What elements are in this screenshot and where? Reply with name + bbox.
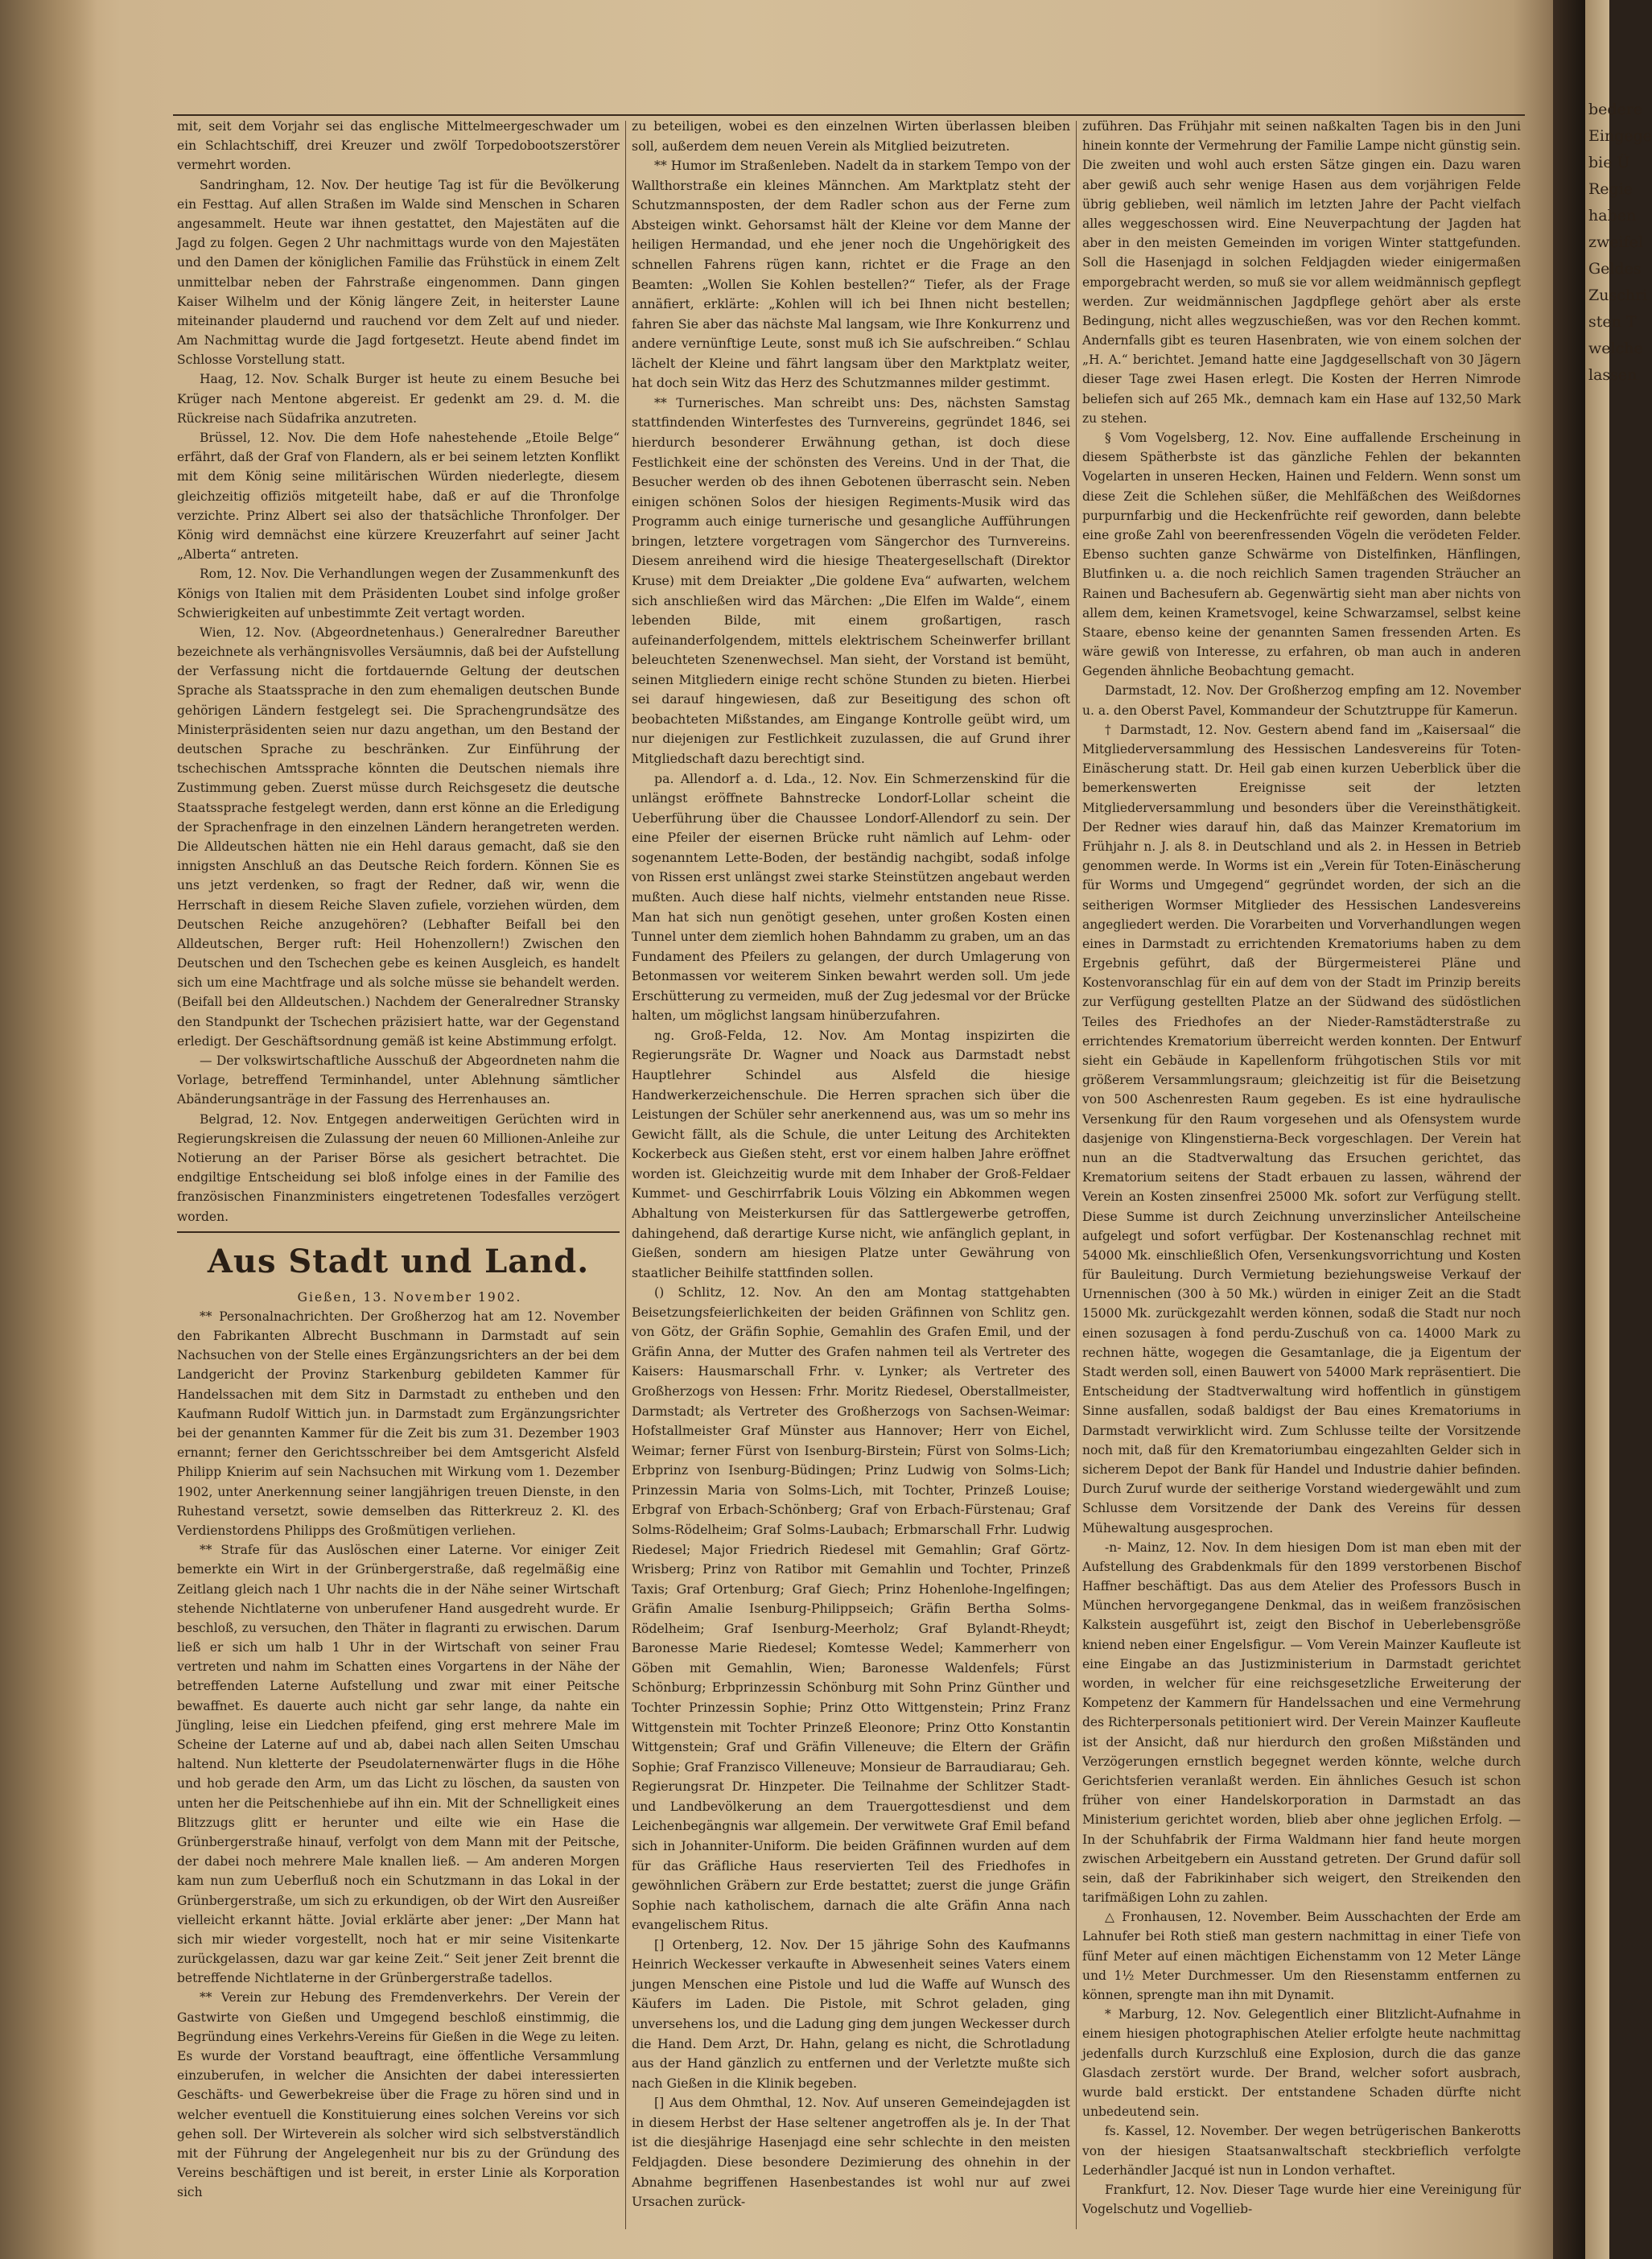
article-text: Frankfurt, 12. Nov. Dieser Tage wurde hier eine Vereinigung für Vogelschutz und Vogellieb- xyxy=(1082,2182,1521,2217)
article-text: [] Ortenberg, 12. Nov. Der 15 jährige Sohn des Kaufmanns Heinrich Weckesser verkaufte in Abwesenheit seines Vaters einem jungen Menschen eine Pistole und lud die Waffe auf Wunsch des Käufers im Laden. Die Pistole, mit Schrot geladen, ging unversehens los, und die Ladung ging dem jungen Weckesser durch die Hand. Dem Arzt, Dr. Hahn, gelang es nicht, die Schrotladung aus der Hand gänzlich zu entfernen und der Verletzte mußte sich nach Gießen in die Klinik begeben. xyxy=(632,1936,1070,2091)
section-title: Aus Stadt und Land. xyxy=(207,1242,590,1280)
article-text: zu beteiligen, wobei es den einzelnen Wirten überlassen bleiben soll, außerdem dem neuen Verein als Mitglied beizutreten. xyxy=(632,118,1070,154)
article-text: ** Humor im Straßenleben. Nadelt da in starkem Tempo von der Wallthorstraße ein kleines Männchen. Am Marktplatz steht der Schutzmannsposten, der dem Radler schon aus der Ferne zum Absteigen winkt. Gehorsamst hält der Kleine vor dem Manne der heiligen Hermandad, und ehe jener noch die Ungehörigkeit des schnellen Fahrens rügen kann, richtet er die Frage an den Beamten: „Wollen Sie Kohlen bestellen?“ Tiefer, als der Frage annäfiert, erklärte: „Kohlen will ich bei Ihnen nicht bestellen; fahren Sie aber das nächste Mal langsam, wie Ihre Konkurrenz und andere vernünftige Leute, sonst muß ich Sie aufschreiben.“ Schlau lächelt der Kleine und fährt langsam über den Marktplatz weiter, hat doch sein Witz das Herz des Schutzmannes milder gestimmt. xyxy=(632,158,1070,391)
article-text: () Schlitz, 12. Nov. An den am Montag stattgehabten Beisetzungsfeierlichkeiten der beiden Gräfinnen von Schlitz gen. von Götz, der Gräfin Sophie, Gemahlin des Grafen Emil, und der Gräfin Anna, der Mutter des Grafen nahmen teil als Vertreter des Kaisers: Hausmarschall Frhr. v. Lynker; als Vertreter des Großherzogs von Hessen: Frhr. Moritz Riedesel, Oberstallmeister, Darmstadt; als Vertreter des Großherzogs von Sachsen-Weimar: Hofstallmeister Graf Münster aus Hannover; Herr von Eichel, Weimar; ferner Fürst von Isenburg-Birstein; Fürst von Solms-Lich; Erbprinz von Isenburg-Büdingen; Prinz Ludwig von Solms-Lich; Prinzessin Maria von Solms-Lich, mit Tochter, Prinzeß Louise; Erbgraf von Erbach-Schönberg; Graf von Erbach-Fürstenau; Graf Solms-Rödelheim; Graf Solms-Laubach; Erbmarschall Frhr. Ludwig Riedesel; Major Friedrich Riedesel mit Gemahlin; Graf Görtz-Wrisberg; Prinz von Ratibor mit Gemahlin und Tochter, Prinzeß Taxis; Graf Ortenburg; Graf Giech; Prinz Hohenlohe-Ingelfingen; Gräfin Amalie Isenburg-Philippseich; Gräfin Bertha Solms-Rödelheim; Graf Isenburg-Meerholz; Graf Bylandt-Rheydt; Baronesse Marie Riedesel; Komtesse Wedel; Kammerherr von Göben mit Gemahlin, Wien; Baronesse Waldenfels; Fürst Schönburg; Erbprinzessin Schönburg mit Sohn Prinz Günther und Tochter Prinzessin Sophie; Prinz Otto Wittgenstein; Prinz Franz Wittgenstein mit Tochter Prinzeß Eleonore; Prinz Otto Konstantin Wittgenstein; Graf und Gräfin Villeneuve; die Eltern der Gräfin Sophie; Graf Franzisco Villeneuve; Monsieur de Barraudiarau; Geh. Regierungsrat Dr. Hinzpeter. Die Teilnahme der Schlitzer Stadt- und Landbevölkerung an dem Trauergottesdienst und dem Leichenbegängnis war allgemein. Der verwitwete Graf Emil befand sich in Johanniter-Uniform. Die beiden Gräfinnen wurden auf dem für das Gräfliche Haus reservierten Teil des Friedhofes in gewöhnlichen Gräbern zur Erde bestattet; zuerst die junge Gräfin Sophie nach katholischem, darnach die alte Gräfin Anna nach evangelischem Ritus. xyxy=(632,1284,1070,1933)
article-text: § Vom Vogelsberg, 12. Nov. Eine auffallende Erscheinung in diesem Spätherbste ist das gänzliche Fehlen der bekannten Vogelarten in unseren Hecken, Hainen und Feldern. Wenn sonst um diese Zeit die Schlehen süßer, die Mehlfäßchen des Weißdornes purpurnfarbig und die Heckenfrüchte reif geworden, dann belebte eine große Zahl von beerenfressenden Vögeln die verödeten Felder. Ebenso suchten ganze Schwärme von Distelfinken, Hänflingen, Blutfinken u. a. die noch reichlich Samen tragenden Sträucher an Rainen und Bachesufern ab. Gegenwärtig sieht man aber nichts von allem dem, keinen Krametsvogel, keine Schwarzamsel, selbst keine Staare, ebenso keine der genannten Samen fressenden Arten. Es wäre gewiß von Interesse, zu erfahren, ob man auch in anderen Gegenden ähnliche Beobachtung gemacht. xyxy=(1082,431,1521,679)
section-rule xyxy=(177,1231,620,1233)
article-text: [] Aus dem Ohmthal, 12. Nov. Auf unseren Gemeindejagden ist in diesem Herbst der Hase seltener angetroffen als je. In der That ist die diesjährige Hasenjagd eine sehr schlechte in den meisten Feldjagden. Diese besondere Dezimierung des ohnehin in der Abnahme begriffenen Hasenbestandes ist wohl nur auf zwei Ursachen zurück- xyxy=(632,2095,1070,2210)
article-text: Rom, 12. Nov. Die Verhandlungen wegen der Zusammenkunft des Königs von Italien mit dem Präsidenten Loubet sind infolge großer Schwierigkeiten auf unbestimmte Zeit vertagt worden. xyxy=(177,567,620,620)
article-text: Brüssel, 12. Nov. Die dem Hofe nahestehende „Etoile Belge“ erfährt, daß der Graf von Flandern, als er bei seinem letzten Konflikt mit dem König seine militärischen Würden niederlegte, diesem gleichzeitig offiziös mitgeteilt habe, daß er auf die Thronfolge verzichte. Prinz Albert sei also der thatsächliche Thronfolger. Der König wird demnächst eine kürzere Kreuzerfahrt auf seiner Jacht „Alberta“ antreten. xyxy=(177,431,620,563)
next-page-edge xyxy=(1585,0,1652,2259)
dateline: Gießen, 13. November 1902. xyxy=(297,1289,522,1305)
article-text: ** Personalnachrichten. Der Großherzog hat am 12. November den Fabrikanten Albrecht Buschmann in Darmstadt auf sein Nachsuchen von der Stelle eines Ergänzungsrichters an der bei dem Landgericht der Provinz Starkenburg gebildeten Kammer für Handelssachen mit dem Sitz in Darmstadt zu entheben und den Kaufmann Rudolf Wittich jun. in Darmstadt zum Ergänzungsrichter bei der genannten Kammer für die Zeit bis zum 31. Dezember 1903 ernannt; ferner den Gerichtsschreiber bei dem Amtsgericht Alsfeld Philipp Knierim auf sein Nachsuchen mit Wirkung vom 1. Dezember 1902, unter Anerkennung seiner langjährigen treuen Dienste, in den Ruhestand versetzt, sowie demselben das Ritterkreuz 2. Kl. des Verdienstordens Philipps des Großmütigen verliehen. xyxy=(177,1309,620,1538)
article-text: -n- Mainz, 12. Nov. In dem hiesigen Dom ist man eben mit der Aufstellung des Grabdenkmals für den 1899 verstorbenen Bischof Haffner beschäftigt. Das aus dem Atelier des Professors Busch in München hervorgegangene Denkmal, das in weißem französischen Kalkstein ausgeführt ist, zeigt den Bischof in Ueberlebensgröße kniend neben einer Engelsfigur. — Vom Verein Mainzer Kaufleute ist eine Eingabe an das Justizministerium in Darmstadt gerichtet worden, in welcher für eine reichsgesetzliche Erweiterung der Kompetenz der Kammern für Handelssachen und eine Vermehrung des Richterpersonals petitioniert wird. Der Verein Mainzer Kaufleute ist der Ansicht, daß nur hierdurch den großen Mißständen und Verzögerungen ernstlich begegnet werden könnte, welche durch Gerichtsferien veranlaßt werden. Ein ähnliches Gesuch ist schon früher von einer Handelskorporation in Darmstadt an das Ministerium gerichtet worden, blieb aber ohne jeglichen Erfolg. — In der Schuhfabrik der Firma Waldmann hier fand heute morgen zwischen Arbeitgebern ein Ausstand getreten. Der Grund dafür soll sein, daß der Fabrikinhaber sich weigert, den Streikenden den tarifmäßigen Lohn zu zahlen. xyxy=(1082,1540,1521,1906)
column-3 xyxy=(1082,117,1521,2219)
article-text: Belgrad, 12. Nov. Entgegen anderweitigen Gerüchten wird in Regierungskreisen die Zulassung der neuen 60 Millionen-Anleihe zur Notierung an der Pariser Börse als gesichert betrachtet. Die endgiltige Entscheidung sei bloß infolge eines in der Familie des französischen Finanzministers eingetretenen Todesfalles verzögert worden. xyxy=(177,1111,620,1224)
article-text: — Der volkswirtschaftliche Ausschuß der Abgeordneten nahm die Vorlage, betreffend Terminhandel, unter Ablehnung sämtlicher Abänderungsanträge in der Fassung des Herrenhauses an. xyxy=(177,1053,620,1107)
article-text: * Marburg, 12. Nov. Gelegentlich einer Blitzlicht-Aufnahme in einem hiesigen photographischen Atelier erfolgte heute nachmittag jedenfalls durch Kurzschluß eine Explosion, durch die das ganze Glasdach zerstört wurde. Der Brand, welcher sofort ausbrach, wurde bald erstickt. Der entstandene Schaden dürfte nicht unbedeutend sein. xyxy=(1082,2007,1521,2120)
column-2 xyxy=(632,117,1070,2212)
article-text: pa. Allendorf a. d. Lda., 12. Nov. Ein Schmerzenskind für die unlängst eröffnete Bahnstrecke Londorf-Lollar scheint die Ueberführung über die Chaussee Londorf-Allendorf zu sein. Der eine Pfeiler der eisernen Brücke ruht nämlich auf Lehm- oder sogenanntem Lette-Boden, der beständig nachgibt, sodaß infolge von Rissen erst unlängst zwei starke Steinstützen angebaut werden mußten. Auch diese half nichts, vielmehr entstanden neue Risse. Man hat sich nun genötigt gesehen, unter großen Kosten einen Tunnel unter dem ziemlich hohen Bahndamm zu graben, um an das Fundament des Pfeilers zu gelangen, der durch Umlagerung von Betonmassen vor weiterem Sinken bewahrt werden soll. Um jede Erschütterung zu vermeiden, muß der Zug jedesmal vor der Brücke halten, um möglichst langsam hinüberzufahren. xyxy=(632,770,1070,1024)
article-text: mit, seit dem Vorjahr sei das englische Mittelmeergeschwader um ein Schlachtschiff, drei Kreuzer und zwölf Torpedobootszerstörer vermehrt worden. xyxy=(177,119,620,173)
next-page-fragment: bedere Eingege bie Ü Regie haben zweifel Geldes Zuschri sten T welche lassen xyxy=(1588,101,1652,384)
article-text: Wien, 12. Nov. (Abgeordnetenhaus.) Generalredner Bareuther bezeichnete als verhängnisvolles Versäumnis, daß bei der Aufstellung der Verfassung nicht die fortdauernde Geltung der deutschen Sprache als Staatssprache in den zum ehemaligen deutschen Bunde gehörigen Ländern festgelegt sei. Die Sprachengrundsätze des Ministerpräsidenten seien nur dazu angethan, um den Bestand der deutschen Sprache zu beschränken. Zur Einführung der tschechischen Amtssprache könnten die Deutschen niemals ihre Zustimmung geben. Zuerst müsse durch Reichsgesetz die deutsche Staatssprache festgelegt werden, dann erst könne an die Erledigung der Sprachenfrage in den einzelnen Ländern herangetreten werden. Die Alldeutschen hätten nie ein Hehl daraus gemacht, daß sie den innigsten Anschluß an das Deutsche Reich fordern. Können Sie es uns jetzt verdenken, so fragt der Redner, daß wir, wenn die Herrschaft in diesem Reiche Slaven zufiele, vorziehen würden, dem Deutschen Reiche anzugehören? (Lebhafter Beifall bei den Alldeutschen, Berger ruft: Heil Hohenzollern!) Zwischen den Deutschen und den Tschechen gebe es keinen Ausgleich, es handelt sich um eine Machtfrage und als solche müsse sie behandelt werden. (Beifall bei den Alldeutschen.) Nachdem der Generalredner Stransky den Standpunkt der Tschechen präzisiert hatte, war der Gegenstand erledigt. Der Geschäftsordnung gemäß ist keine Abstimmung erfolgt. xyxy=(177,625,620,1049)
article-text: Sandringham, 12. Nov. Der heutige Tag ist für die Bevölkerung ein Festtag. Auf allen Straßen im Walde sind Menschen in Scharen angesammelt. Heute war ihnen gestattet, den Majestäten auf die Jagd zu folgen. Gegen 2 Uhr nachmittags wurde von den Majestäten und den Damen der königlichen Familie das Frühstück in einem Zelt unmittelbar neben der Fahrstraße eingenommen. Dann gingen Kaiser Wilhelm und der König längere Zeit, in heiterster Laune miteinander plaudernd und rauchend vor dem Zelt auf und nieder. Am Nachmittag wurde die Jagd fortgesetzt. Heute abend findet im Schlosse Vorstellung statt. xyxy=(177,177,620,368)
article-text: Haag, 12. Nov. Schalk Burger ist heute zu einem Besuche bei Krüger nach Mentone abgereist. Er gedenkt am 29. d. M. die Rückreise nach Südafrika anzutreten. xyxy=(177,372,620,426)
article-text: △ Fronhausen, 12. November. Beim Ausschachten der Erde am Lahnufer bei Roth stieß man gestern nachmittag in einer Tiefe von fünf Meter auf einen mächtigen Eichenstamm von 12 Meter Länge und 1½ Meter Durchmesser. Um den Riesenstamm entfernen zu können, sprengte man ihn mit Dynamit. xyxy=(1082,1910,1521,2002)
article-text: ** Verein zur Hebung des Fremdenverkehrs. Der Verein der Gastwirte von Gießen und Umgegend beschloß einstimmig, die Begründung eines Verkehrs-Vereins für Gießen in die Wege zu leiten. Es wurde der Vorstand beauftragt, eine öffentliche Versammlung einzuberufen, in welcher die Ansichten der dabei interessierten Geschäfts- und Gewerbekreise über die Frage zu hören sind und in welcher eventuell die Konstituierung eines solchen Vereins vor sich gehen soll. Der Wirteverein als solcher wird sich selbstverständlich mit der Führung der Angelegenheit nur bis zu der Gründung des Vereins beschäftigen und ist bereit, in erster Linie als Korporation sich xyxy=(177,1990,620,2200)
article-text: zuführen. Das Frühjahr mit seinen naßkalten Tagen bis in den Juni hinein konnte der Vermehrung der Familie Lampe nicht günstig sein. Die zweiten und wohl auch ersten Sätze gingen ein. Dazu waren aber gewiß auch sehr wenige Hasen aus dem vorjährigen Felde übrig geblieben, weil nämlich im letzten Jahre der Pacht vielfach alles weggeschossen wird. Eine Neuverpachtung der Jagden hat aber in den meisten Gemeinden im vorigen Winter stattgefunden. Soll die Hasenjagd in solchen Feldjagden wieder einigermaßen emporgebracht werden, so muß sie vor allem weidmännisch gepflegt werden. Zur weidmännischen Jagdpflege gehört aber als erste Bedingung, nicht alles wegzuschießen, was vor den Rechen kommt. Andernfalls gibt es teuren Hasenbraten, wie von einem solchen der „H. A.“ berichtet. Jemand hatte eine Jagdgesellschaft von 30 Jägern dieser Tage zwei Hasen erlegt. Die Kosten der Herren Nimrode beliefen sich auf 265 Mk., demnach kam ein Hase auf 132,50 Mark zu stehen. xyxy=(1082,119,1521,426)
article-text: fs. Kassel, 12. November. Der wegen betrügerischen Bankerotts von der hiesigen Staatsanwaltschaft steckbrieflich verfolgte Lederhändler Jacqué ist nun in London verhaftet. xyxy=(1082,2124,1521,2178)
article-text: Darmstadt, 12. Nov. Der Großherzog empfing am 12. November u. a. den Oberst Pavel, Kommandeur der Schutztruppe für Kamerun. xyxy=(1082,683,1521,718)
article-text: ** Turnerisches. Man schreibt uns: Des, nächsten Samstag stattfindenden Winterfestes des Turnvereins, gegründet 1846, sei hierdurch besonderer Erwähnung gethan, ist doch diese Festlichkeit eine der schönsten des Vereins. Und in der That, die Besucher werden ob des ihnen Gebotenen überrascht sein. Neben einigen schönen Solos der hiesigen Regiments-Musik wird das Programm auch einige turnerische und gesangliche Aufführungen bringen, letztere vorgetragen vom Sängerchor des Turnvereins. Diesem anreihend wird die hiesige Theatergesellschaft (Direktor Kruse) mit dem Dreiakter „Die goldene Eva“ aufwarten, welchem sich anschließen wird das Märchen: „Die Elfen im Walde“, einem lebenden Bilde, mit einem großartigen, rasch aufeinanderfolgendem, mittels elektrischem Scheinwerfer brillant beleuchteten Szenenwechsel. Man sieht, der Vorstand ist bemüht, seinen Mitgliedern einige recht schöne Stunden zu bieten. Hierbei sei darauf hingewiesen, daß zur Beseitigung des schon oft beobachteten Mißstandes, am Eingange Kontrolle geübt wird, um nur diejenigen zur Festlichkeit zuzulassen, die auf Grund ihrer Mitgliedschaft dazu berechtigt sind. xyxy=(632,394,1070,766)
column-rule-1 xyxy=(625,121,626,2229)
article-text: † Darmstadt, 12. Nov. Gestern abend fand im „Kaisersaal“ die Mitgliederversammlung des Hessischen Landesvereins für Toten-Einäscherung statt. Dr. Heil gab einen kurzen Ueberblick über die bemerkenswerten Ereignisse seit der letzten Mitgliederversammlung und besonders über die Vereinsthätigkeit. Der Redner wies darauf hin, daß das Mainzer Krematorium im Frühjahr n. J. als 8. in Deutschland und als 2. in Hessen in Betrieb genommen werde. In Worms ist ein „Verein für Toten-Einäscherung für Worms und Umgegend“ gegründet worden, der sich an die seitherigen Wormser Mitglieder des Hessischen Landesvereins angegliedert werden. Die Vorarbeiten und Vorverhandlungen wegen eines in Darmstadt zu errichtenden Krematoriums haben zu dem Ergebnis geführt, daß der Bürgermeisterei Pläne und Kostenvoranschlag für ein auf dem von der Stadt im Prinzip bereits zur Verfügung gestellten Platze an der Südwand des südöstlichen Teiles des Friedhofes an der Nieder-Ramstädterstraße zu errichtendes Krematorium überreicht werden konnten. Der Entwurf sieht ein Gebäude in Kapellenform frühgotischen Stils vor mit größerem Versammlungsraum; gleichzeitig ist für die Beisetzung von 500 Aschenresten Raum gegeben. Es ist eine hydraulische Versenkung für den Raum vorgesehen und als Ofensystem wurde dasjenige von Klingenstierna-Beck vorgeschlagen. Der Verein hat nun an die Stadtverwaltung das Ersuchen gerichtet, das Krematorium seitens der Stadt erbauen zu lassen, während der Verein an Kosten zinsenfrei 25000 Mk. sofort zur Verfügung stellt. Diese Summe ist durch Zeichnung unverzinslicher Anteilscheine aufgelegt und sofort verfügbar. Der Kostenanschlag rechnet mit 54000 Mk. einschließlich Ofen, Versenkungsvorrichtung und Kosten für Bauleitung. Durch Vermietung beziehungsweise Verkauf der Urnennischen (300 à 50 Mk.) würden in einiger Zeit an die Stadt 15000 Mk. zurückgezahlt werden können, sodaß die Stadt nur noch einen sozusagen à fond perdu-Zuschuß von ca. 14000 Mark zu rechnen hätte, wogegen die Gesamtanlage, die ja Eigentum der Stadt werden soll, einen Bauwert von 54000 Mark repräsentiert. Die Entscheidung der Stadtverwaltung wird hoffentlich in günstigem Sinne ausfallen, sodaß baldigst der Bau eines Krematoriums in Darmstadt verwirklicht wird. Zum Schlusse teilte der Vorsitzende noch mit, daß für den Krematoriumbau eingezahlten Gelder sich in sicherem Depot der Bank für Handel und Industrie dahier befinden. Durch Zuruf wurde der seitherige Vorstand wiedergewählt und zum Schlusse dem Vorsitzende der Dank des Vereins für dessen Mühewaltung ausgesprochen. xyxy=(1082,722,1521,1536)
column-1 xyxy=(177,117,620,2203)
column-rule-2 xyxy=(1076,121,1077,2229)
article-text: ** Strafe für das Auslöschen einer Laterne. Vor einiger Zeit bemerkte ein Wirt in der Grünbergerstraße, daß regelmäßig eine Zeitlang gleich nach 1 Uhr nachts die in der Nähe seiner Wirtschaft stehende Nichtlaterne von unberufener Hand ausgedreht wurde. Er beschloß, zu versuchen, den Thäter in flagranti zu erwischen. Darum ließ er sich um halb 1 Uhr in der Wirtschaft von seiner Frau vertreten und nahm im Schatten eines Vorgartens in der Nähe der betreffenden Laterne Aufstellung und zwar mit einer Peitsche bewaffnet. Es dauerte auch nicht gar sehr lange, da nahte ein Jüngling, leise ein Liedchen pfeifend, ging erst mehrere Male im Scheine der Laterne auf und ab, dabei nach allen Seiten Umschau haltend. Nun kletterte der Pseudolaternenwärter flugs in die Höhe und hob gerade den Arm, um das Licht zu löschen, da sausten von unten her die Peitschenhiebe auf ihn ein. Mit der Schnelligkeit eines Blitzzugs glitt er herunter und eilte wie ein Hase die Grünbergerstraße hinauf, verfolgt von dem Mann mit der Peitsche, der dabei noch mehrere Male knallen ließ. — Am anderen Morgen kam nun zum Ueberfluß noch ein Schutzmann in das Lokal in der Grünbergerstraße, um sich zu erkundigen, ob der Wirt den Ausreißer vielleicht erkannt hätte. Jovial erklärte aber jener: „Der Mann hat sich mir wieder vorgestellt, noch hat er mir seine Visitenkarte zurückgelassen, dazu war gar keine Zeit.“ Seit jener Zeit brennt die betreffende Nichtlaterne in der Grünbergerstraße tadellos. xyxy=(177,1543,620,1986)
book-gutter xyxy=(1553,0,1585,2259)
page-binding-shadow xyxy=(0,0,97,2259)
article-text: ng. Groß-Felda, 12. Nov. Am Montag inspizirten die Regierungsräte Dr. Wagner und Noack aus Darmstadt nebst Hauptlehrer Schindel aus Alsfeld die hiesige Handwerkerzeichenschule. Die Herren sprachen sich über die Leistungen der Schüler sehr anerkennend aus, was um so mehr ins Gewicht fällt, als die Schule, die unter Leitung des Architekten Kockerbeck aus Gießen steht, erst vor einem halben Jahre eröffnet worden ist. Gleichzeitig wurde mit dem Inhaber der Groß-Feldaer Kummet- und Geschirrfabrik Louis Völzing ein Abkommen wegen Abhaltung von Meisterkursen für das Sattlergewerbe getroffen, dahingehend, daß derartige Kurse nicht, wie anfänglich geplant, in Gießen, sondern am hiesigen Platze unter Gewährung von staatlicher Beihilfe stattfinden sollen. xyxy=(632,1027,1070,1280)
top-rule xyxy=(173,114,1525,116)
